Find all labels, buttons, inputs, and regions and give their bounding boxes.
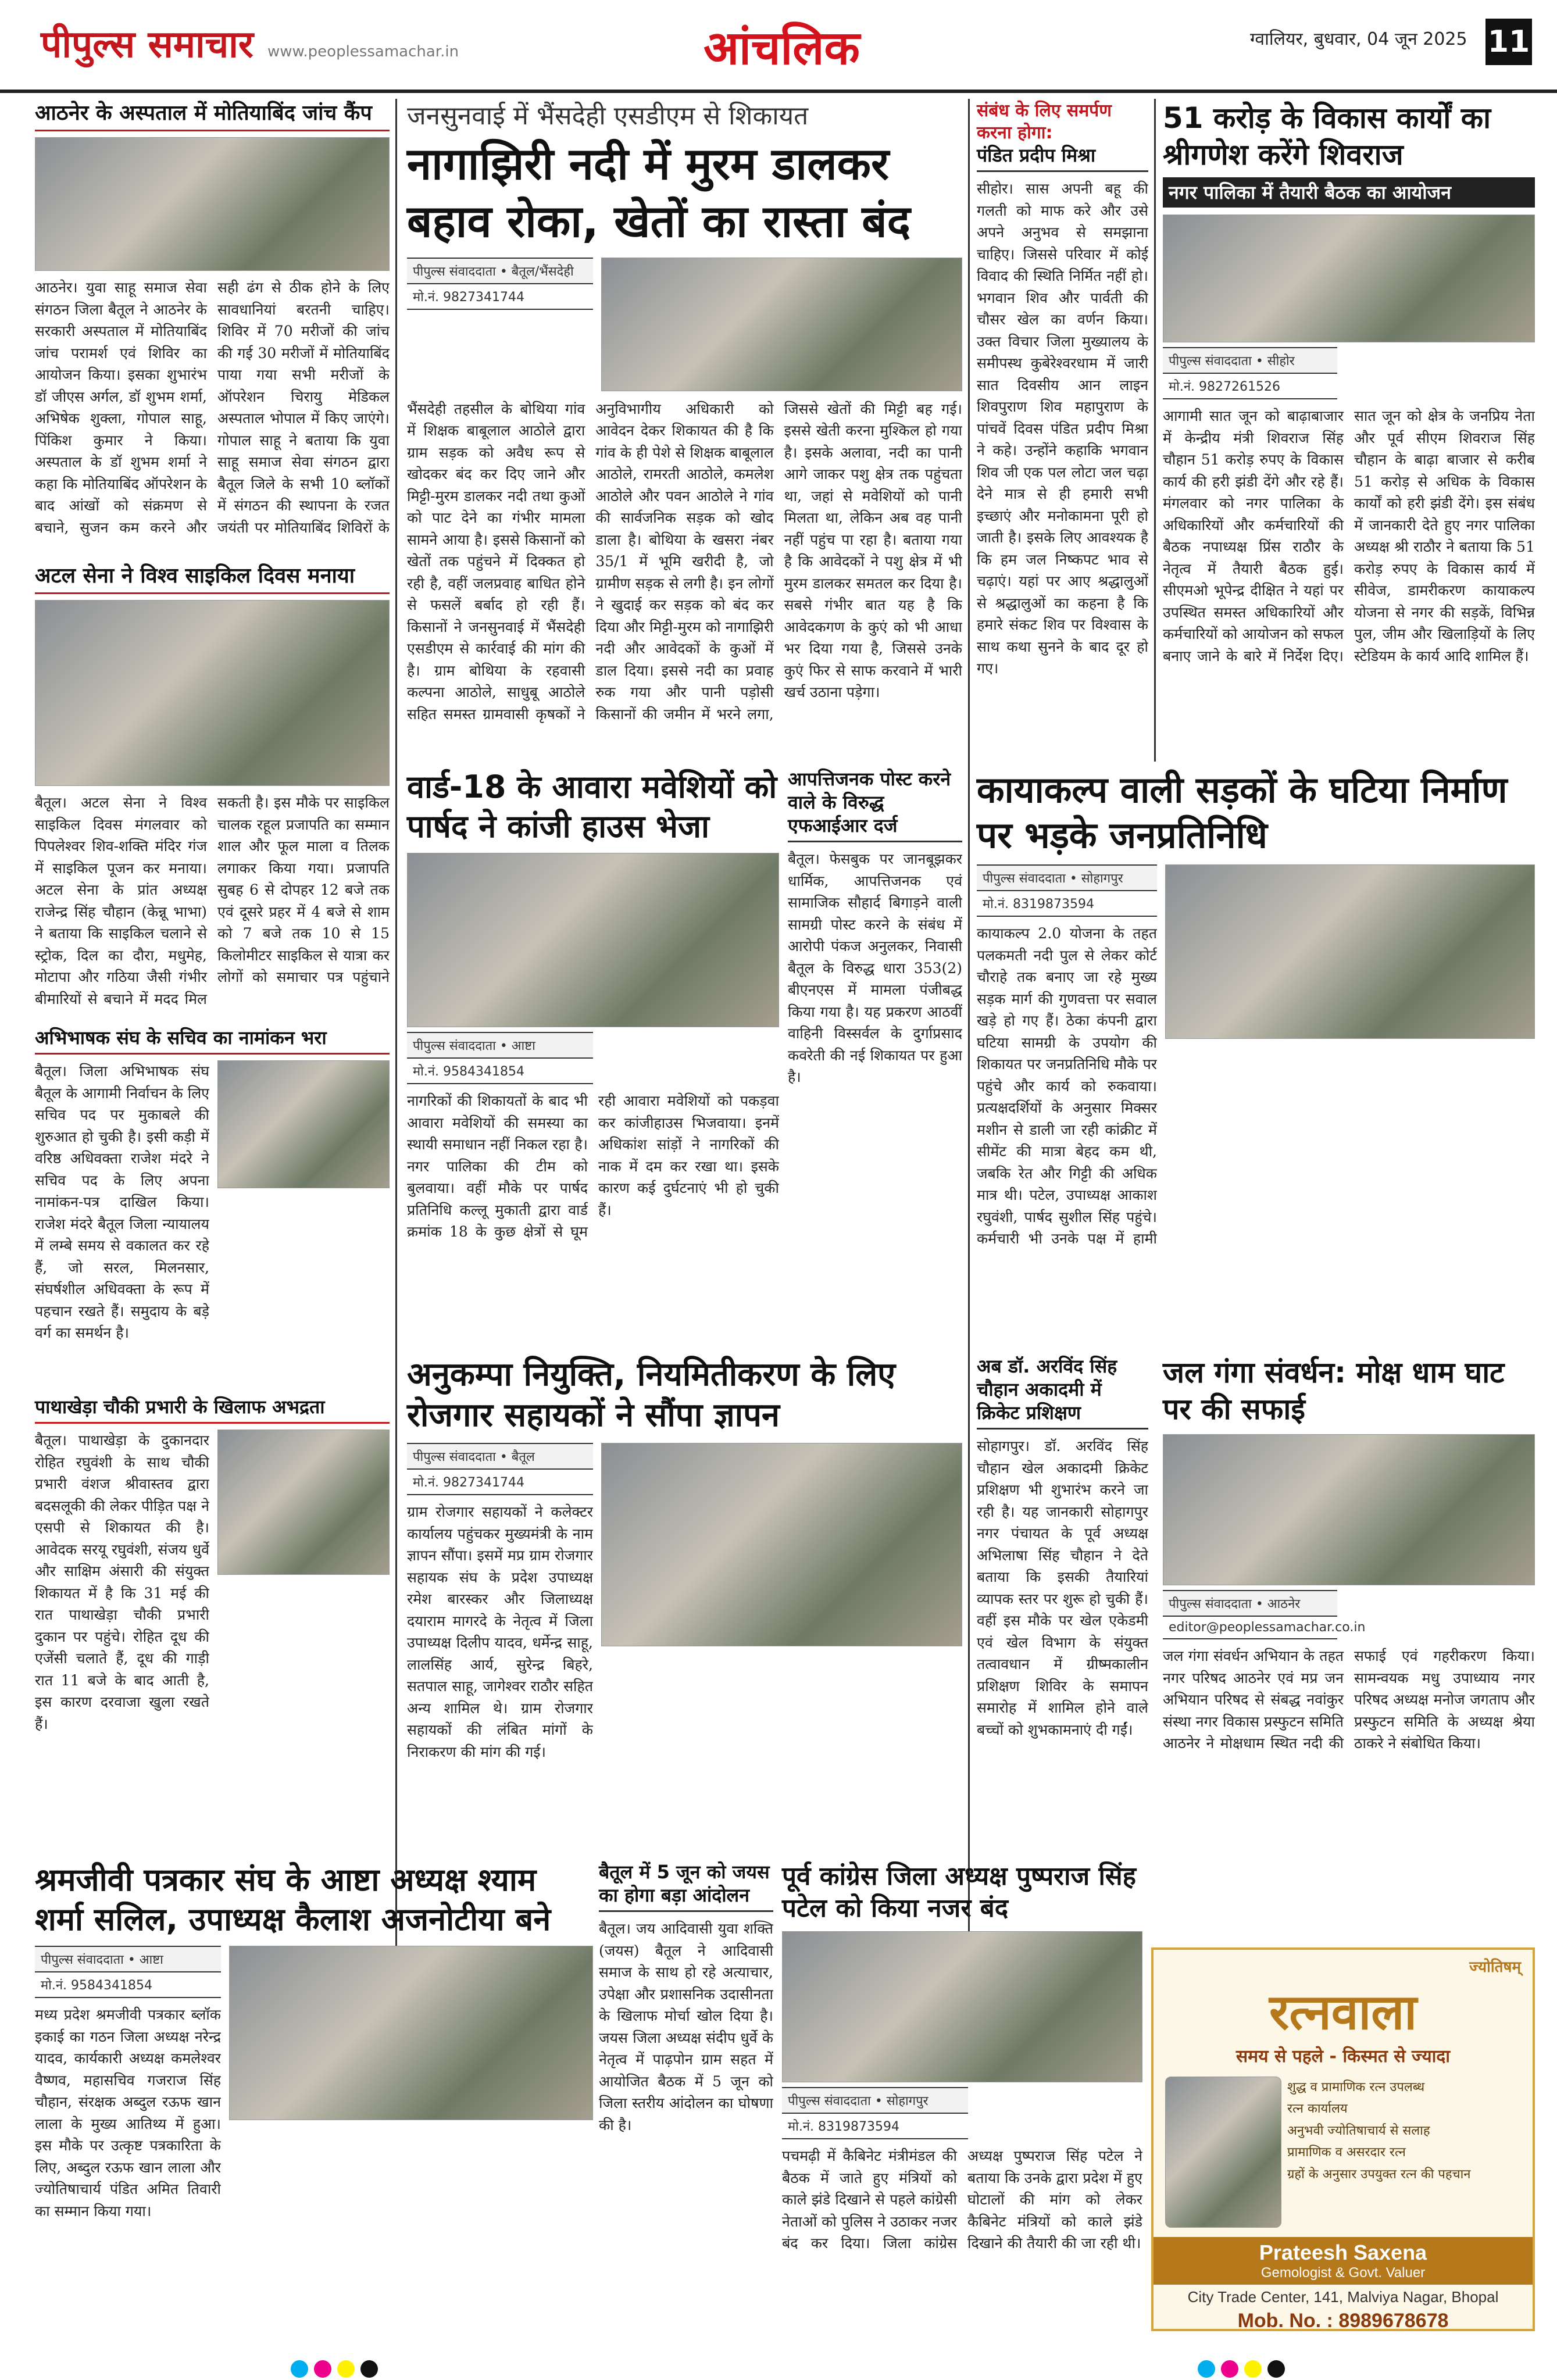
page-number: 11 [1485, 19, 1532, 65]
ad-title: रत्नवाला [1269, 1984, 1417, 2040]
ad-name: Prateesh Saxena [1259, 2240, 1427, 2264]
ad-tag: ज्योतिषम् [1469, 1959, 1521, 1976]
ad-points [1287, 2077, 1521, 2228]
story-bar-association [35, 1026, 390, 1386]
photo [1165, 864, 1535, 1039]
story-house-arrest [782, 1860, 1142, 2354]
byline: पीपुल्स संवाददाता • सोहागपुर [782, 2087, 968, 2114]
story-body: बैतूल। जिला अभिभाषक संघ बैतूल के आगामी निर्वाचन के लिए सचिव पद पर मुकाबले की शुरुआत हो चुकी है। इसी कड़ी में वरिष्ठ अधिवक्ता राजेश मंदरे ने सचिव पद के लिए अपना नामांकन-पत्र दाखिल किया। राजेश मंदरे बैतूल जिला न्यायालय में लम्बे समय से वकालत कर रहे हैं, जो सरल, मिलनसार, संघर्षशील अधिवक्ता के रूप में पहचान रखते हैं। समुदाय के बड़े वर्ग का समर्थन है। [35, 1063, 209, 1341]
headline: अटल सेना ने विश्व साइकिल दिवस मनाया [35, 563, 390, 594]
byline: पीपुल्स संवाददाता • सीहोर [1163, 347, 1337, 374]
email-link[interactable]: editor@peoplessamachar.co.in [1163, 1617, 1337, 1639]
story-jayas-protest [599, 1860, 773, 2354]
photo [601, 1443, 962, 1646]
section-title: आंचलिक [703, 21, 860, 75]
registration-mark [314, 2360, 331, 2378]
registration-mark [1244, 2360, 1262, 2378]
story-nagajhiri-river [407, 100, 962, 757]
registration-mark [291, 2360, 308, 2378]
ad-role: Gemologist & Govt. Valuer [1260, 2265, 1426, 2281]
ad-point: रत्न कार्यालय [1287, 2102, 1348, 2117]
story-road-construction [977, 767, 1535, 1349]
newspaper-logo: पीपुल्स समाचार [41, 23, 253, 66]
photo [229, 1946, 593, 2120]
photo [782, 1931, 1142, 2082]
phone: मो.नं. 9827341744 [407, 284, 593, 310]
headline: नागाझिरी नदी में मुरम डालकर बहाव रोका, खेतों का रास्ता बंद [407, 138, 910, 247]
ad-point: शुद्ध व प्रामाणिक रत्न उपलब्ध [1287, 2080, 1425, 2095]
phone: मो.नं. 8319873594 [782, 2114, 968, 2139]
story-shivraj-development [1163, 100, 1535, 757]
story-cricket-academy [977, 1355, 1148, 1820]
ad-point: प्रामाणिक व असरदार रत्न [1287, 2145, 1406, 2160]
column-rule [968, 99, 970, 1965]
story-body: सोहागपुर। डॉ. अरविंद सिंह चौहान खेल अकादमी क्रिकेट प्रशिक्षण भी शुभारंभ करने जा रही है। यह जानकारी सोहागपुर नगर पंचायत के पूर्व अध्यक्ष अभिलाषा सिंह चौहान ने देते बताया कि इसकी तैयारियां व्यापक स्तर पर शुरू हो चुकी हैं। वहीं इस मौके पर खेल एकेडमी एवं खेल विभाग के संयुक्त तत्वावधान में ग्रीष्मकालीन प्रशिक्षण शिविर के समापन समारोह में शामिल होने वाले बच्चों को शुभकामनाएं दी गईं। [977, 1438, 1148, 1738]
story-body: पचमढ़ी में कैबिनेट मंत्रीमंडल की बैठक में जाते हुए मंत्रियों को काले झंडे दिखाने से पहले कांग्रेसी नेताओं को पुलिस ने उठाकर नजर बंद कर दिया। जिला कांग्रेस अध्यक्ष पुष्पराज सिंह पटेल ने बताया कि उनके द्वारा प्रदेश में हुए घोटालों की मांग को लेकर कैबिनेट मंत्रियों को काले झंडे दिखाने की तैयारी की जा रही थी। [782, 2147, 1142, 2252]
website-link[interactable]: www.peoplessamachar.in [267, 43, 459, 60]
story-body: कायाकल्प 2.0 योजना के तहत पलकमती नदी पुल से लेकर कोर्ट चौराहे तक बनाए जा रहे मुख्य सड़क मार्ग की गुणवत्ता पर सवाल खड़े हो गए हैं। ठेका कंपनी द्वारा घटिया सामग्री के उपयोग की शिकायत पर जनप्रतिनिधि मौके पर पहुंचे और कार्य को रुकवाया। प्रत्यक्षदर्शियों के अनुसार मिक्सर मशीन से डाली जा रही कांक्रीट में सीमेंट की मात्रा बेहद कम थी, जबकि रेत और गिट्टी की अधिक मात्र थी। पटेल, उपाध्यक्ष आकाश रघुवंशी, पार्षद सुशील सिंह पहुंचे। कर्मचारी भी उनके पक्ष में हामी [977, 925, 1157, 1247]
ad-address: City Trade Center, 141, Malviya Nagar, Bhopal [1187, 2288, 1499, 2306]
photo [1163, 1434, 1535, 1585]
headline: बैतूल में 5 जून को जयस का होगा बड़ा आंदोलन [599, 1860, 773, 1912]
story-body: आठनेर। युवा साहू समाज सेवा संगठन जिला बैतूल ने आठनेर के सरकारी अस्पताल में मोतियाबिंद जांच परामर्श एवं शिविर का आयोजन किया। इसका शुभारंभ डॉ जीएस अर्गल, डॉ शुभम शर्मा, अभिषेक शुक्ला, गोपाल साहू, पिंकिश कुमार ने किया। अस्पताल के डॉ शुभम शर्मा ने कहा कि मोतियाबिंद ऑपरेशन के बाद आंखों को संक्रमण से बचाने, सुजन कम करने और सही ढंग से ठीक होने के लिए सावधानियां बरतनी चाहिए। शिविर में 70 मरीजों की जांच की गई 30 मरीजों में मोतियाबिंद पाया गया सभी मरीजों के ऑपरेशन चिरायु मेडिकल अस्पताल भोपाल में किए जाएंगे। गोपाल साहू ने बताया कि युवा साहू समाज सेवा संगठन द्वारा बैतूल जिले के सभी 10 ब्लॉकों में संगठन की स्थापना के रजत जयंती पर मोतियाबिंद शिविरों के [35, 279, 390, 536]
phone: मो.नं. 9827341744 [407, 1470, 593, 1495]
story-rozgar-sahayak [407, 1355, 962, 1820]
headline: वार्ड-18 के आवारा मवेशियों को पार्षद ने कांजी हाउस भेजा [407, 769, 777, 845]
headline: अनुकम्पा नियुक्ति, नियमितीकरण के लिए रोजगार सहायकों ने सौंपा ज्ञापन [407, 1356, 896, 1434]
headline: पाथाखेड़ा चौकी प्रभारी के खिलाफ अभद्रता [35, 1395, 390, 1424]
story-body: बैतूल। जय आदिवासी युवा शक्ति (जयस) बैतूल ने आदिवासी समाज के साथ हो रहे अत्याचार, उपेक्षा और प्रशासनिक उदासीनता के खिलाफ मोर्चा खोल दिया है। जयस जिला अध्यक्ष संदीप धुर्वे के नेतृत्व में पाढ़पोन ग्राम सहत में आयोजित बैठक में 5 जून को जिला स्तरीय आंदोलन का घोषणा की है। [599, 1920, 773, 2134]
byline: पीपुल्स संवाददाता • बैतूल [407, 1443, 593, 1470]
registration-mark [1198, 2360, 1215, 2378]
byline: पीपुल्स संवाददाता • आष्टा [35, 1946, 221, 1972]
byline: पीपुल्स संवाददाता • सोहागपुर [977, 864, 1157, 891]
story-journalists-union [35, 1860, 593, 2354]
story-pathakheda [35, 1395, 390, 1849]
story-body: भैंसदेही तहसील के बोथिया गांव में शिक्षक बाबूलाल आठोले द्वारा ग्राम सड़क को अवैध रूप से खोदकर बंद कर दिए जाने और मिट्टी-मुरम डालकर नदी तथा कुओं को पाट देने का गंभीर मामला सामने आया है। इससे किसानों को खेतों तक पहुंचने में दिक्कत हो रही है, वहीं जलप्रवाह बाधित होने से फसलें बर्बाद हो रही हैं। किसानों ने जनसुनवाई में भैंसदेही एसडीएम से कार्रवाई की मांग की है। ग्राम बोथिया के रहवासी कल्पना आठोले, साधुबू आठोले सहित समस्त ग्रामवासी कृषकों ने अनुविभागीय अधिकारी को आवेदन देकर शिकायत की है कि गांव के ही पेशे से शिक्षक बाबूलाल आठोले, रामरती आठोले, कमलेश आठोले और पवन आठोले ने गांव की सार्वजनिक सड़क को खोद डाला है। बोथिया के खसरा नंबर 35/1 में भूमि खरीदी है, जो ग्रामीण सड़क से लगी है। इन लोगों ने खुदाई कर सड़क को बंद कर दिया और मिट्टी-मुरम को नागाझिरी नदी और आवेदकों के कुओं में डाल दिया। इससे नदी का प्रवाह रुक गया और पानी पड़ोसी किसानों की जमीन में भरने लगा, जिससे खेतों की मिट्टी बह गई। इससे खेती करना मुश्किल हो गया है। इसके अलावा, नदी का पानी आगे जाकर पशु क्षेत्र तक पहुंचता था, जहां से मवेशियों को पानी मिलता था, लेकिन अब वह पानी नहीं पहुंच पा रहा है। बताया गया है कि आवेदकों ने पशु क्षेत्र में भी मुरम डालकर समतल कर दिया है। सबसे गंभीर बात यह है कि आवेदकगण के कुएं को भी आधा भर दिया गया है, जिससे उनके कुएं फिर से साफ करवाने में भारी खर्च उठाना पड़ेगा। [407, 400, 962, 723]
ad-tagline: समय से पहले - किस्मत से ज्यादा [1235, 2046, 1451, 2067]
registration-mark [1267, 2360, 1285, 2378]
headline: श्रमजीवी पत्रकार संघ के आष्टा अध्यक्ष श्याम शर्मा सलिल, उपाध्यक्ष कैलाश अजनोटीया बने [35, 1861, 551, 1938]
ad-mobile[interactable]: Mob. No. : 8989678678 [1237, 2310, 1449, 2332]
byline: पीपुल्स संवाददाता • आठनेर [1163, 1590, 1337, 1617]
phone: मो.नं. 9584341854 [407, 1059, 593, 1084]
registration-mark [337, 2360, 355, 2378]
photo [1163, 215, 1535, 342]
story-body: बैतूल। फेसबुक पर जानबूझकर धार्मिक, आपत्तिजनक एवं सामाजिक सौहार्द बिगाड़ने वाली सामग्री पोस्ट करने के संबंध में आरोपी पंकज अनुलकर, निवासी बैतूल के विरुद्ध धारा 353(2) बीएनएस में मामला पंजीबद्ध किया गया है। यह प्रकरण आठवीं वाहिनी विस्सर्वल के दुर्गाप्रसाद कवरेती की नई शिकायत पर हुआ है। [788, 850, 962, 1085]
phone: मो.नं. 8319873594 [977, 891, 1157, 917]
phone: मो.नं. 9827261526 [1163, 374, 1337, 399]
dateline: ग्वालियर, बुधवार, 04 जून 2025 [1250, 29, 1467, 49]
story-body: बैतूल। अटल सेना ने विश्व साइकिल दिवस मंगलवार को पिपलेश्वर शिव-शक्ति मंदिर गंज में साइकिल पूजन कर मनाया। अटल सेना के प्रांत अध्यक्ष राजेन्द्र सिंह चौहान (केन्नू भाभा) ने बताया कि साइकिल चलाने से स्ट्रोक, दिल का दौरा, मधुमेह, मोटापा और गठिया जैसी गंभीर बीमारियों से बचाने में मदद मिल सकती है। इस मौके पर साइकिल चालक रहूल प्रजापति का सम्मान शाल और फूल माला व तिलक लगाकर किया गया। प्रजापति सुबह 6 से दोपहर 12 बजे तक एवं दूसरे प्रहर में 4 बजे से शाम को 7 बजे तक 10 से 15 किलोमीटर साइकिल से यात्रा कर लोगों को समाचार पत्र पहुंचाने [35, 794, 390, 1007]
byline: पीपुल्स संवाददाता • बैतूल/भैंसदेही [407, 258, 593, 284]
story-body: ग्राम रोजगार सहायकों ने कलेक्टर कार्यालय पहुंचकर मुख्यमंत्री के नाम ज्ञापन सौंपा। इसमें मप्र ग्राम रोजगार सहायक संघ के प्रदेश उपाध्यक्ष रमेश बारस्कर और जिलाध्यक्ष दयाराम मागरदे के नेतृत्व में जिला उपाध्यक्ष दिलीप यादव, धर्मेन्द्र साहू, लालसिंह आर्य, सुरेन्द्र बिहरे, सतपाल साहू, जागेश्वर राठौर सहित अन्य शामिल थे। ग्राम रोजगार सहायकों की लंबित मांगों के निराकरण की मांग की गई। [407, 1503, 593, 1760]
story-body: मध्य प्रदेश श्रमजीवी पत्रकार ब्लॉक इकाई का गठन जिला अध्यक्ष नरेन्द्र यादव, कार्यकारी अध्यक्ष कमलेश्वर वैष्णव, महासचिव गजराज सिंह चौहान, संरक्षक अब्दुल रऊफ खान लाला के मुख्य आतिथ्य में हुआ। इस मौके पर उत्कृष्ट पत्रकारिता के लिए, अब्दुल रऊफ खान लाला और ज्योतिषाचार्य पंडित अमित तिवारी का सम्मान किया गया। [35, 2006, 221, 2220]
story-cycle-day [35, 563, 390, 1016]
phone: मो.नं. 9584341854 [35, 1972, 221, 1998]
byline: पीपुल्स संवाददाता • आष्टा [407, 1032, 593, 1059]
kicker: जनसुनवाई में भैंसदेही एसडीएम से शिकायत [407, 101, 809, 131]
headline: आपत्तिजनक पोस्ट करने वाले के विरुद्ध एफआईआर दर्ज [788, 767, 962, 842]
story-body: नागरिकों की शिकायतों के बाद भी आवारा मवेशियों की समस्या का स्थायी समाधान नहीं निकल रहा है। नगर पालिका की टीम को बुलवाया। वहीं मौके पर पार्षद प्रतिनिधि कल्लू मुकाती द्वारा वार्ड क्रमांक 18 के कुछ क्षेत्रों से घूम रही आवारा मवेशियों को पकड़वा कर कांजीहाउस भिजवाया। इनमें अधिकांश सांड़ों ने नागरिकों की नाक में दम कर रखा था। इसके कारण कई दुर्घटनाएं भी हो चुकी हैं। [407, 1092, 779, 1240]
subhead: नगर पालिका में तैयारी बैठक का आयोजन [1163, 177, 1535, 208]
column-rule [1154, 99, 1156, 762]
headline: कायाकल्प वाली सड़कों के घटिया निर्माण पर भड़के जनप्रतिनिधि [977, 769, 1508, 856]
photo [217, 1430, 390, 1575]
story-jal-ganga [1163, 1355, 1535, 1936]
photo [407, 853, 779, 1027]
registration-mark [360, 2360, 378, 2378]
story-body: आगामी सात जून को बाढ़ाबाजार में केन्द्रीय मंत्री शिवराज सिंह चौहान 51 करोड़ रुपए के विकास कार्य की हरी झंडी देंगे और रहे हैं। मंगलवार को नगर पालिका के अधिकारियों और कर्मचारियों की बैठक नपाध्यक्ष प्रिंस राठौर के नेतृत्व में तैयारी बैठक हुई। सीएमओ भूपेन्द्र दीक्षित ने यहां पर उपस्थित समस्त अधिकारियों और कर्मचारियों को आयोजन को सफल बनाए जाने के बारे में निर्देश दिए। सात जून को क्षेत्र के जनप्रिय नेता और पूर्व सीएम शिवराज सिंह चौहान के बाढ़ा बाजार से करीब 51 करोड़ से अधिक के विकास कार्यों को हरी झंडी देंगे। इस संबंध में जानकारी देते हुए नगर पालिका अध्यक्ष श्री राठौर ने बताया कि 51 करोड़ रुपए के विकास कार्य में सीवेज, डामरीकरण कायाकल्प योजना से नगर की सड़कें, विभिन्न पुल, जीम और खिलाड़ियों के लिए स्टेडियम के कार्य आदि शामिल हैं। [1163, 408, 1535, 664]
story-body: बैतूल। पाथाखेड़ा के दुकानदार रोहित रघुवंशी के साथ चौकी प्रभारी वंशज श्रीवास्तव द्वारा बदसलूकी की लेकर पीड़ित पक्ष ने एसपी से शिकायत की है। आवेदक सरयू रघुवंशी, संजय धुर्वे और साक्षिम अंसारी की संयुक्त शिकायत में है कि 31 मई की रात पाथाखेड़ा चौकी प्रभारी दुकान पर पहुंचे। रोहित दूध की एजेंसी चलाते हैं, दूध की गाड़ी रात 11 बजे के बाद आती है, इस कारण दरवाजा खुला रखते हैं। [35, 1432, 209, 1732]
photo [35, 600, 390, 786]
story-pradeep-mishra [977, 100, 1148, 757]
headline: पूर्व कांग्रेस जिला अध्यक्ष पुष्पराज सिंह पटेल को किया नजर बंद [782, 1861, 1136, 1923]
story-fir [788, 767, 962, 1349]
photo [217, 1060, 390, 1188]
story-body: सीहोर। सास अपनी बहू की गलती को माफ करे और उसे अपने अनुभव से समझाना चाहिए। जिससे परिवार में कोई विवाद की स्थिति निर्मित नहीं हो। भगवान शिव और पार्वती की चौसर खेल का वर्णन किया। उक्त विचार जिला मुख्यालय के समीपस्थ कुबेरेश्वरधाम में जारी सात दिवसीय आन लाइन शिवपुराण शिव महापुराण के पांचवें दिवस पंडित प्रदीप मिश्रा ने कहे। उन्होंने कहाकि भगवान शिव जी एक पल लोटा जल चढ़ा देने मात्र से ही हमारी सभी इच्छाएं और मनोकामना पूरी हो जाती है। इसके लिए आवश्यक है कि हम जल निष्कपट भाव से चढ़ाएं। यहां पर आए श्रद्धालुओं से श्रद्धालुओं का कहना है कि हमारे संकट शिव पर विश्वास के साथ कथा सुनने के बाद दूर हो गए। [977, 180, 1148, 677]
registration-mark [1221, 2360, 1238, 2378]
headline: अभिभाषक संघ के सचिव का नामांकन भरा [35, 1026, 390, 1055]
column-rule [395, 99, 397, 1965]
story-eye-camp [35, 100, 390, 553]
headline: आठनेर के अस्पताल में मोतियाबिंद जांच कैंप [35, 100, 390, 131]
headline: अब डॉ. अरविंद सिंह चौहान अकादमी में क्रिकेट प्रशिक्षण [977, 1355, 1148, 1430]
headline: 51 करोड़ के विकास कार्यों का श्रीगणेश करेंगे शिवराज [1163, 101, 1491, 171]
ratnawala-advert[interactable] [1151, 1947, 1535, 2331]
masthead [0, 0, 1557, 93]
headline: पंडित प्रदीप मिश्रा [977, 144, 1148, 172]
ad-point: अनुभवी ज्योतिषाचार्य से सलाह [1287, 2123, 1430, 2138]
kicker: संबंध के लिए समर्पण करना होगा: [977, 101, 1112, 143]
photo [35, 137, 390, 271]
headline: जल गंगा संवर्धन: मोक्ष धाम घाट पर की सफाई [1163, 1356, 1505, 1426]
portrait [1165, 2077, 1281, 2228]
photo [601, 258, 962, 391]
story-stray-cattle [407, 767, 779, 1349]
story-body: जल गंगा संवर्धन अभियान के तहत नगर परिषद आठनेर एवं मप्र जन अभियान परिषद से संबद्ध नवांकुर संस्था नगर विकास प्रस्फुटन समिति आठनेर ने मोक्षधाम स्थित नदी की सफाई एवं गहरीकरण किया। सामन्वयक मधु उपाध्याय नगर परिषद अध्यक्ष मनोज जगताप और प्रस्फुटन समिति के अध्यक्ष श्रेया ठाकरे ने संबोधित किया। [1163, 1648, 1535, 1752]
ad-point: ग्रहों के अनुसार उपयुक्त रत्न की पहचान [1287, 2167, 1471, 2182]
